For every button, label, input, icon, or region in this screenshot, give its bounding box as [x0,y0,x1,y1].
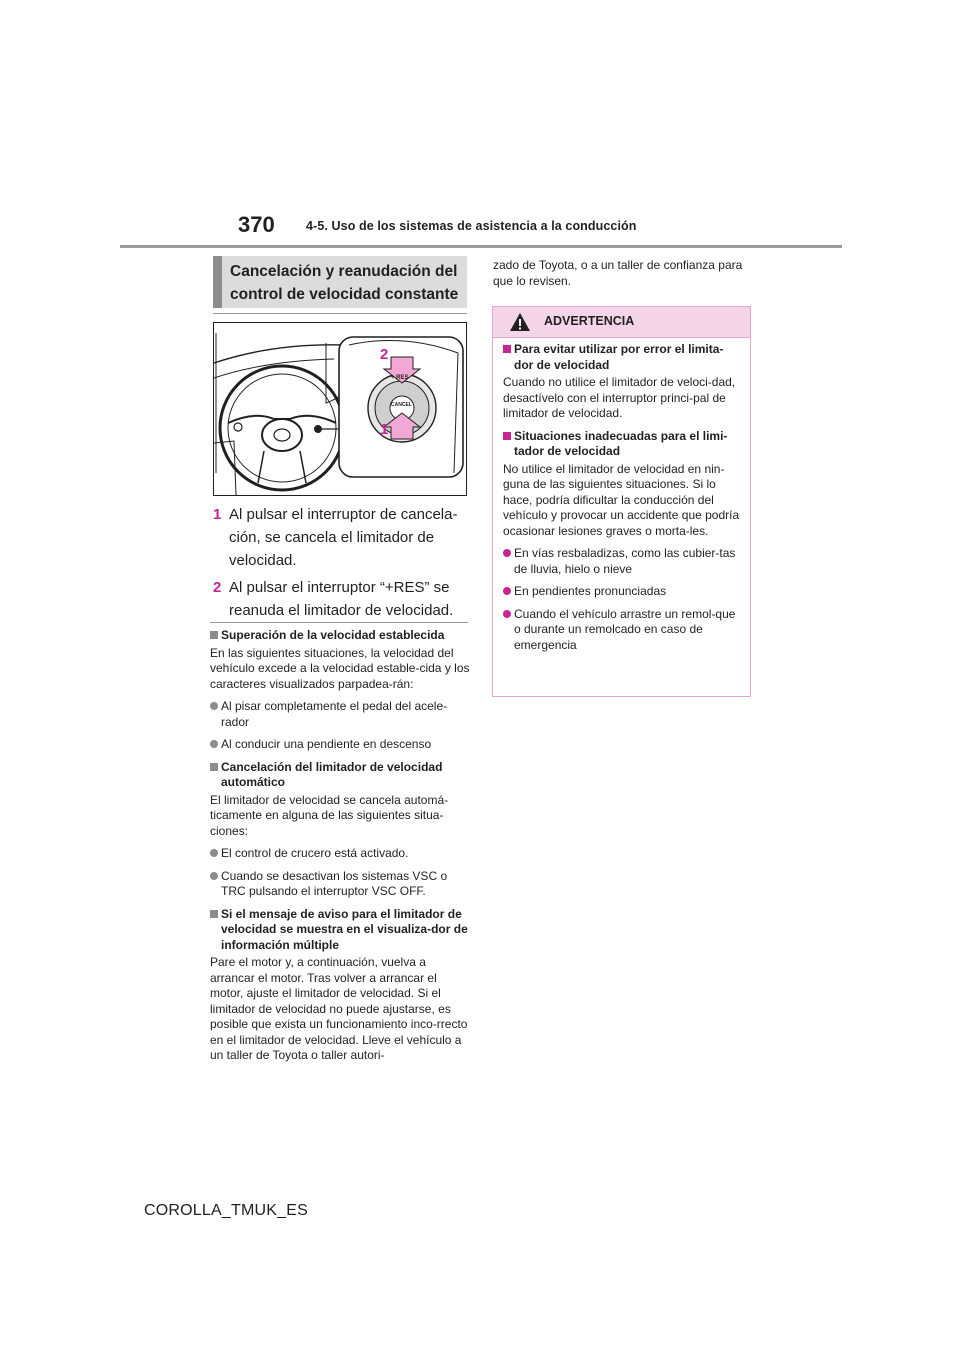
document-footer: COROLLA_TMUK_ES [144,1202,308,1219]
warning-body [503,342,741,660]
warning-subheading [503,342,741,373]
step-number: 1 [213,506,222,523]
round-bullet-icon [210,849,218,857]
cancel-button-label: CANCEL [391,402,412,408]
subheading-text: Situaciones inadecuadas para el limi-tador de velocidad [514,428,728,458]
square-bullet-icon [503,432,511,440]
bullet-text: Cuando se desactivan los sistemas VSC o TRC pulsando el interruptor VSC OFF. [221,868,448,898]
step-number: 2 [213,579,222,596]
warning-box [492,306,751,697]
square-bullet-icon [210,910,218,918]
paragraph: Pare el motor y, a continuación, vuelva a arrancar el motor. Tras volver a arrancar el motor, ajuste el limitador de velocidad. Si el limitador de velocidad no puede ajustarse, es posible que exista un funcionamiento inco-rrecto en el limitador de velocidad. Lleve el vehículo a un taller de Toyota o taller autori- [210,955,468,1062]
bullet-item [210,869,470,900]
notes-divider [210,622,468,623]
page-number: 370 [238,212,275,237]
step-item [213,503,471,572]
header-divider [120,245,842,248]
warning-bullet [503,584,741,600]
round-bullet-icon [210,872,218,880]
square-bullet-icon [210,631,218,639]
warning-bullet [503,607,741,654]
subheading-text: Superación de la velocidad establecida [221,628,445,642]
bullet-text: El control de crucero está activado. [221,846,409,860]
bullet-text: Cuando el vehículo arrastre un remol-que o durante un remolcado en caso de emergencia [514,606,736,652]
bullet-item [210,846,470,862]
round-bullet-icon [503,610,511,618]
subheading-text: Cancelación del limitador de velocidad automático [221,759,443,789]
bullet-text: En pendientes pronunciadas [514,584,667,598]
steering-wheel-illustration [214,323,466,495]
subheading [210,760,470,791]
subheading [210,907,470,954]
step-text: Al pulsar el interruptor “+RES” se reanuda el limitador de velocidad. [229,579,454,619]
section-heading-line2: control de velocidad constante [230,286,459,303]
step-text: Al pulsar el interruptor de cancela-ción, se cancela el limitador de velocidad. [229,506,458,569]
warning-title: ADVERTENCIA [544,314,635,328]
section-heading [213,256,467,308]
bullet-item [210,737,470,753]
warning-paragraph: No utilice el limitador de velocidad en nin-guna de las siguientes situaciones. Si lo hace, podría dificultar la conducción del vehículo y provocar un accidente que podría ocasionar lesiones graves o morta-les. [503,461,740,538]
warning-header [493,307,750,338]
step-item [213,576,471,622]
bullet-text: En vías resbaladizas, como las cubier-tas de lluvia, hielo o nieve [514,546,736,576]
warning-paragraph: Cuando no utilice el limitador de veloci-dad, desactívelo con el interruptor princi-pal de limitador de velocidad. [503,375,736,420]
warning-bullet [503,546,741,577]
callout-2: 2 [380,346,389,363]
subheading [210,628,470,644]
chapter-title: 4-5. Uso de los sistemas de asistencia a la conducción [306,219,637,233]
bullet-text: Al conducir una pendiente en descenso [221,737,432,751]
callout-1: 1 [380,421,389,438]
subheading-text: Para evitar utilizar por error el limita-dor de velocidad [514,342,724,372]
continuation-paragraph: zado de Toyota, o a un taller de confianza para que lo revisen. [493,258,743,288]
warning-subheading [503,429,741,460]
step-list [213,503,471,626]
paragraph: En las siguientes situaciones, la velocidad del vehículo excede a la velocidad estable-cida y los caracteres visualizados parpadea-rán: [210,645,470,691]
warning-triangle-icon [509,312,531,332]
steering-switch-figure [213,322,467,496]
section-heading-line1: Cancelación y reanudación del [230,263,458,280]
square-bullet-icon [210,763,218,771]
round-bullet-icon [210,702,218,710]
round-bullet-icon [210,740,218,748]
round-bullet-icon [503,587,511,595]
heading-divider [213,313,467,314]
paragraph: El limitador de velocidad se cancela automá-ticamente en alguna de las siguientes situa-ciones: [210,792,449,838]
res-button-label: + RES [391,375,409,381]
round-bullet-icon [503,549,511,557]
subheading-text: Si el mensaje de aviso para el limitador de velocidad se muestra en el visualiza-dor de información múltiple [221,906,468,952]
square-bullet-icon [503,345,511,353]
bullet-item [210,699,470,730]
bullet-text: Al pisar completamente el pedal del acele-rador [221,699,448,729]
notes-column [210,628,470,1071]
